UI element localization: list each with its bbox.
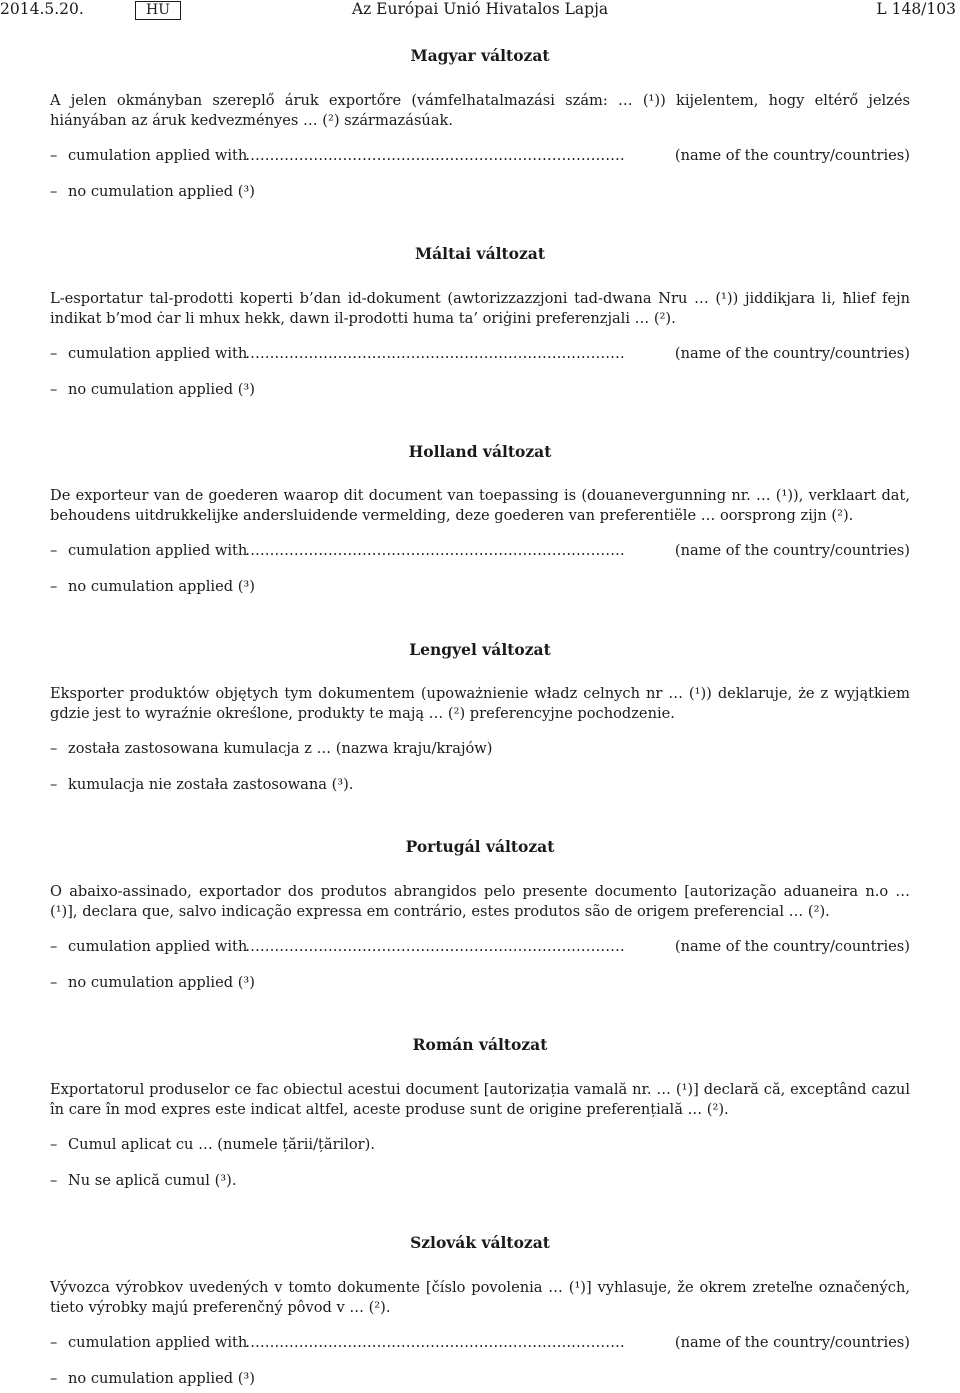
cumulation-line: – Cumul aplicat cu … (numele țării/țărilor).: [50, 1136, 375, 1153]
section-title: Holland változat: [408, 442, 552, 461]
declaration-text: L-esportatur tal-prodotti koperti b’dan id-dokument (awtorizzazzjoni tad-dwana Nru … (¹)) jiddikjara li, ħlief fejn indikat b’mod ċar li mhux hekk, dawn il-prodotti huma ta’ oriġini preferenzjali … (²).: [50, 290, 910, 327]
language-badge: HU: [135, 1, 181, 20]
section-roman-body: [50, 1080, 910, 1120]
no-cumulation-line: – no cumulation applied (³): [50, 1370, 255, 1387]
section-holland: [50, 442, 910, 461]
section-szlovak: [50, 1233, 910, 1252]
cumulation-line: – cumulation applied with …………………………………………………………………… (name of the country/countries): [50, 345, 910, 362]
section-title: Lengyel változat: [409, 640, 551, 659]
section-portugal-body: [50, 882, 910, 922]
no-cumulation-line: – no cumulation applied (³): [50, 381, 255, 398]
no-cumulation-line: – no cumulation applied (³): [50, 578, 255, 595]
section-title: Román változat: [412, 1035, 548, 1054]
no-cumulation-line: – kumulacja nie została zastosowana (³).: [50, 776, 354, 793]
section-lengyel-body: [50, 684, 910, 724]
cumulation-line: – cumulation applied with …………………………………………………………………… (name of the country/countries): [50, 938, 910, 955]
cumulation-line: – została zastosowana kumulacja z … (nazwa kraju/krajów): [50, 740, 493, 757]
section-magyar: [50, 46, 910, 65]
section-holland-body: [50, 486, 910, 526]
page-header: [0, 0, 960, 22]
section-szlovak-body: [50, 1278, 910, 1318]
section-roman: [50, 1035, 910, 1054]
publication-date: 2014.5.20.: [0, 0, 84, 18]
journal-title: Az Európai Unió Hivatalos Lapja: [351, 0, 609, 18]
declaration-text: Exportatorul produselor ce fac obiectul acestui document [autorizația vamală nr. … (¹)] declară că, exceptând cazul în care în mod expres este indicat altfel, aceste produse sunt de origine preferențială … (²).: [50, 1081, 910, 1118]
section-title: Magyar változat: [410, 46, 550, 65]
section-title: Máltai változat: [414, 244, 546, 263]
no-cumulation-line: – no cumulation applied (³): [50, 974, 255, 991]
section-title: Portugál változat: [405, 837, 555, 856]
declaration-text: A jelen okmányban szereplő áruk exportőre (vámfelhatalmazási szám: … (¹)) kijelentem, hogy eltérő jelzés hiányában az áruk kedvezményes … (²) származásúak.: [50, 92, 910, 129]
declaration-text: Eksporter produktów objętych tym dokumentem (upoważnienie władz celnych nr … (¹)) deklaruje, że z wyjątkiem gdzie jest to wyraźnie określone, produkty te mają … (²) preferencyjne pochodzenie.: [50, 685, 910, 722]
no-cumulation-line: – Nu se aplică cumul (³).: [50, 1172, 237, 1189]
section-portugal: [50, 837, 910, 856]
section-magyar-body: [50, 91, 910, 131]
section-maltai-body: [50, 289, 910, 329]
cumulation-line: – cumulation applied with …………………………………………………………………… (name of the country/countries): [50, 542, 910, 559]
declaration-text: Vývozca výrobkov uvedených v tomto dokumente [číslo povolenia … (¹)] vyhlasuje, že okrem zreteľne označených, tieto výrobky majú preferenčný pôvod v … (²).: [50, 1279, 910, 1316]
cumulation-line: – cumulation applied with …………………………………………………………………… (name of the country/countries): [50, 1334, 910, 1351]
declaration-text: De exporteur van de goederen waarop dit document van toepassing is (douanevergunning nr. … (¹)), verklaart dat, behoudens uitdrukkelijke andersluidende vermelding, deze goederen van preferentiële … oorsprong zijn (²).: [50, 487, 910, 524]
section-maltai: [50, 244, 910, 263]
cumulation-line: – cumulation applied with …………………………………………………………………… (name of the country/countries): [50, 147, 910, 164]
declaration-text: O abaixo-assinado, exportador dos produtos abrangidos pelo presente documento [autorização aduaneira n.o … (¹)], declara que, salvo indicação expressa em contrário, estes produtos são de origem preferencial … (²).: [50, 883, 910, 920]
section-lengyel: [50, 640, 910, 659]
section-title: Szlovák változat: [410, 1233, 550, 1252]
no-cumulation-line: – no cumulation applied (³): [50, 183, 255, 200]
page-number: L 148/103: [876, 0, 956, 18]
